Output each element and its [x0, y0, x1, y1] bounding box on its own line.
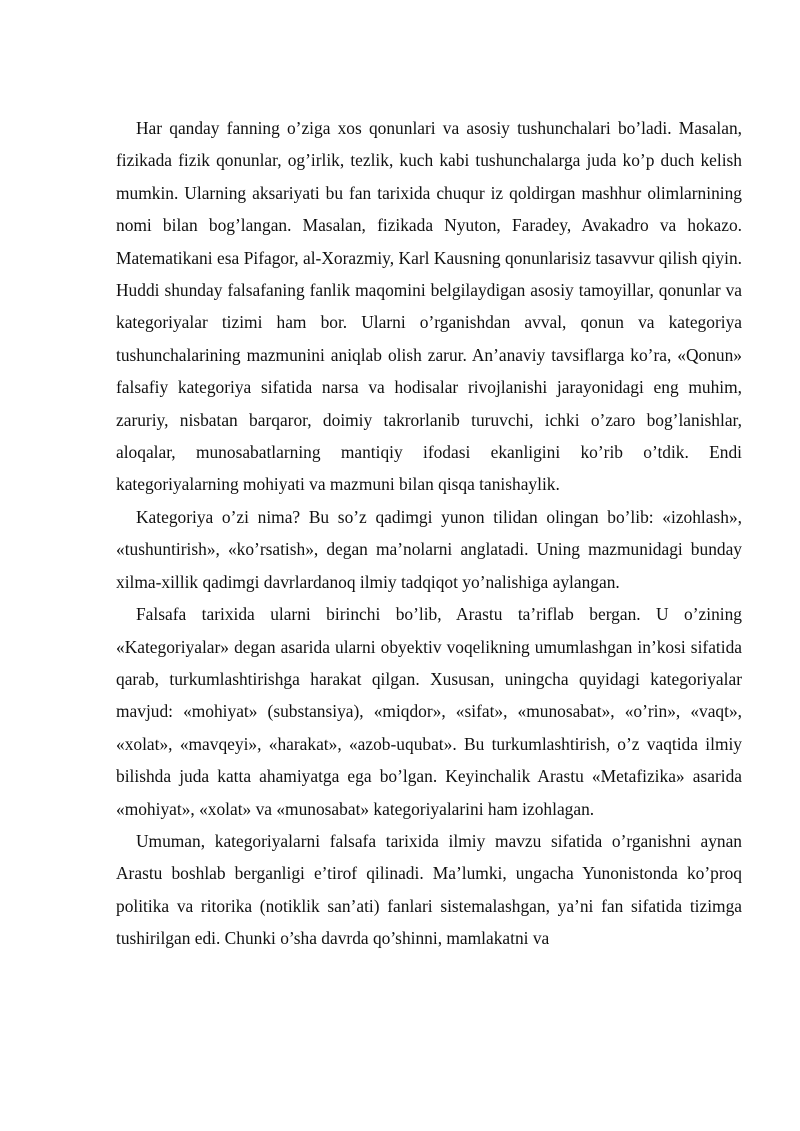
paragraph-what-is-category: Kategoriya o’zi nima? Bu so’z qadimgi yunon tilidan olingan bo’lib: «izohlash», «tushuntirish», «ko’rsatish», degan ma’nolarni anglatadi. Uning mazmunidagi bunday xilma-xillik qadimgi davrlardanoq ilmiy tadqiqot yo’nalishiga aylangan. [116, 506, 742, 592]
document-page [116, 112, 742, 955]
paragraph-aristotle-categories: Falsafa tarixida ularni birinchi bo’lib, Arastu ta’riflab bergan. U o’zining «Kategoriyalar» degan asarida ularni obyektiv voqelikning umumlashgan in’kosi sifatida qarab, turkumlashtirishga harakat qilgan. Xususan, uningcha quyidagi kategoriyalar mavjud: «mohiyat» (substansiya), «miqdor», «sifat», «munosabat», «o’rin», «vaqt», «xolat», «mavqeyi», «harakat», «azob-uqubat». Bu turkumlashtirish, o’z vaqtida ilmiy bilishda juda katta ahamiyatga ega bo’lgan. Keyinchalik Arastu «Metafizika» asarida «mohiyat», «xolat» va «munosabat» kategoriyalarini ham izohlagan. [116, 604, 742, 819]
paragraph-history-of-categories: Umuman, kategoriyalarni falsafa tarixida ilmiy mavzu sifatida o’rganishni aynan Arastu boshlab berganligi e’tirof qilinadi. Ma’lumki, ungacha Yunonistonda ko’proq politika va ritorika (notiklik san’ati) fanlari sistemalashgan, ya’ni fan sifatida tizimga tushirilgan edi. Chunki o’sha davrda qo’shinni, mamlakatni va [116, 830, 742, 949]
paragraph-laws-and-concepts: Har qanday fanning o’ziga xos qonunlari va asosiy tushunchalari bo’ladi. Masalan, fizikada fizik qonunlar, og’irlik, tezlik, kuch kabi tushunchalarga juda ko’p duch kelish mumkin. Ularning aksariyati bu fan tarixida chuqur iz qoldirgan mashhur olimlarnining nomi bilan bog’langan. Masalan, fizikada Nyuton, Faradey, Avakadro va hokazo. Matematikani esa Pifagor, al-Xorazmiy, Karl Kausning qonunlarisiz tasavvur qilish qiyin. Huddi shunday falsafaning fanlik maqomini belgilaydigan asosiy tamoyillar, qonunlar va kategoriyalar tizimi ham bor. Ularni o’rganishdan avval, qonun va kategoriya tushunchalarining mazmunini aniqlab olish zarur. An’anaviy tavsiflarga ko’ra, «Qonun» falsafiy kategoriya sifatida narsa va hodisalar rivojlanishi jarayonidagi eng muhim, zaruriy, nisbatan barqaror, doimiy takrorlanib turuvchi, ichki o’zaro bog’lanishlar, aloqalar, munosabatlarning mantiqiy ifodasi ekanligini ko’rib o’tdik. Endi kategoriyalarning mohiyati va mazmuni bilan qisqa tanishaylik. [116, 118, 742, 495]
